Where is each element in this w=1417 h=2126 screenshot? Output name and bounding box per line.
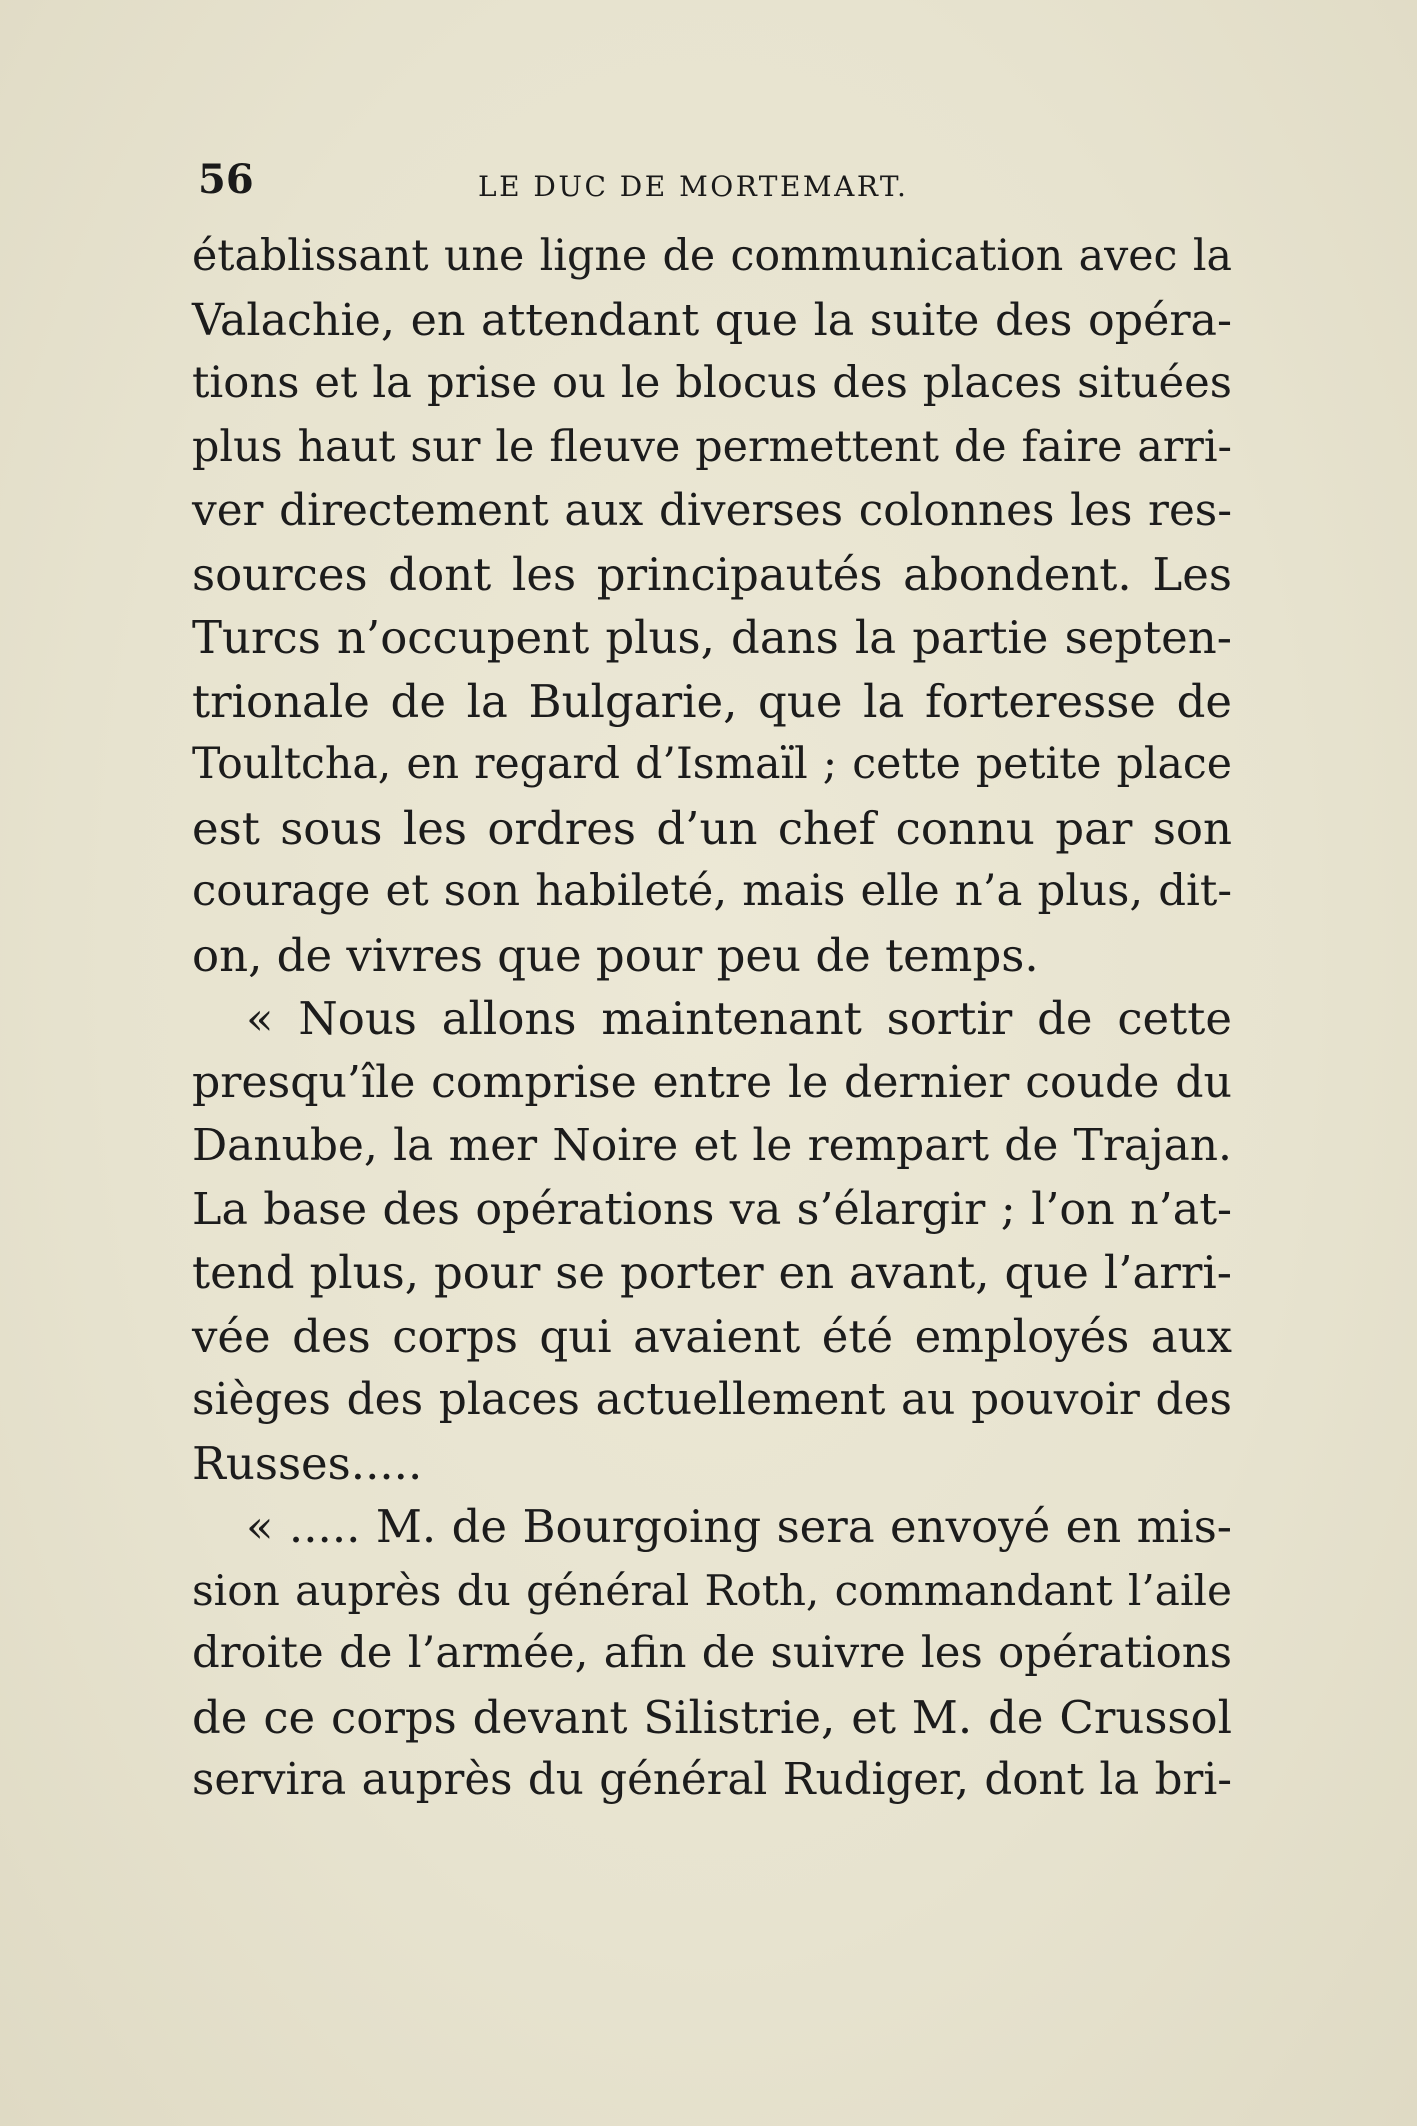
text-line: tions et la prise ou le blocus des places situées bbox=[192, 358, 1232, 408]
text-line: servira auprès du général Rudiger, dont la bri- bbox=[192, 1755, 1232, 1805]
running-head: LE DUC DE MORTEMART. bbox=[478, 170, 909, 203]
text-line: Valachie, en attendant que la suite des opéra- bbox=[192, 294, 1232, 346]
text-line: trionale de la Bulgarie, que la forteresse de bbox=[192, 674, 1232, 728]
text-line: Danube, la mer Noire et le rempart de Trajan. bbox=[192, 1120, 1232, 1171]
text-line: presqu’île comprise entre le dernier coude du bbox=[192, 1056, 1232, 1108]
text-line: est sous les ordres d’un chef connu par son bbox=[192, 801, 1232, 855]
text-line: Toultcha, en regard d’Ismaïl ; cette petite place bbox=[192, 739, 1232, 789]
text-line: sièges des places actuellement au pouvoir des bbox=[192, 1374, 1232, 1425]
text-line: ver directement aux diverses colonnes les res- bbox=[192, 485, 1232, 536]
text-line: sources dont les principautés abondent. Les bbox=[192, 547, 1232, 601]
text-line: plus haut sur le fleuve permettent de faire arri- bbox=[192, 421, 1232, 472]
text-line: Turcs n’occupent plus, dans la partie septen- bbox=[192, 611, 1232, 664]
text-line: de ce corps devant Silistrie, et M. de Crussol bbox=[192, 1690, 1232, 1744]
text-line: on, de vivres que pour peu de temps. bbox=[192, 928, 1039, 982]
text-line: établissant une ligne de communication avec la bbox=[192, 231, 1232, 281]
text-line: Russes..... bbox=[192, 1436, 423, 1490]
body-text bbox=[192, 225, 1232, 1813]
text-line: sion auprès du général Roth, commandant l’aile bbox=[192, 1565, 1232, 1615]
text-line: « ..... M. de Bourgoing sera envoyé en mis- bbox=[246, 1500, 1232, 1553]
text-line: courage et son habileté, mais elle n’a plus, dit- bbox=[192, 866, 1232, 916]
text-line: droite de l’armée, afin de suivre les opérations bbox=[192, 1628, 1232, 1678]
text-line: « Nous allons maintenant sortir de cette bbox=[246, 992, 1232, 1045]
text-line: tend plus, pour se porter en avant, que l’arri- bbox=[192, 1246, 1232, 1299]
page-number: 56 bbox=[198, 156, 254, 203]
text-line: vée des corps qui avaient été employés aux bbox=[192, 1309, 1232, 1363]
page-header bbox=[198, 150, 1233, 210]
text-line: La base des opérations va s’élargir ; l’on n’at- bbox=[192, 1183, 1232, 1235]
